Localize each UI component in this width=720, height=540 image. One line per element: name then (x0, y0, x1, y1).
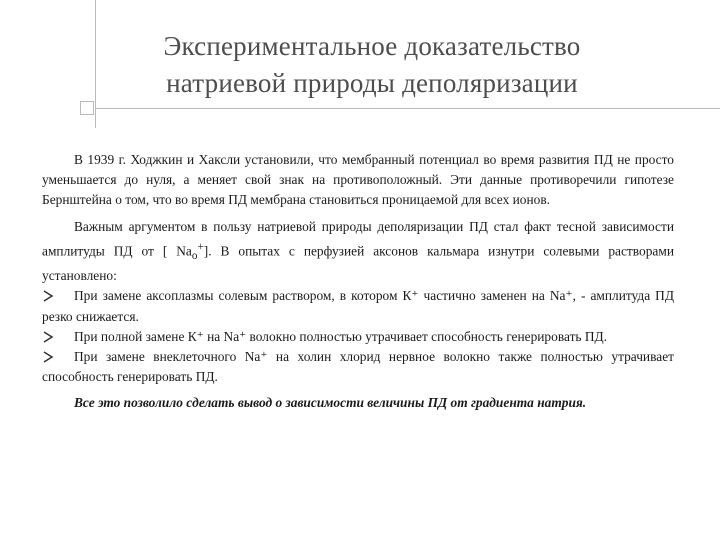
slide-title-line-2: натриевой природы деполяризации (166, 68, 578, 98)
slide-title (102, 28, 642, 102)
bullet-item (42, 347, 674, 387)
subscript-o: o (191, 249, 198, 262)
bullet-item (42, 286, 674, 326)
paragraph-argument-text: Важным аргументом в пользу натриевой природы деполяризации ПД стал факт тесной зависимости амплитуды ПД от [ Na (42, 218, 674, 259)
decor-corner-square (80, 101, 94, 115)
paragraph-argument-text-end: ]. В опытах с перфузией аксонов кальмара изнутри солевыми растворами установлено: (42, 243, 674, 284)
paragraph-argument (42, 217, 674, 287)
bullet-text: При полной замене К⁺ на Na⁺ волокно полностью утрачивает способность генерировать ПД. (74, 328, 608, 344)
conclusion-text: Все это позволило сделать вывод о зависимости величины ПД от градиента натрия. (74, 395, 587, 411)
bullet-text: При замене внеклеточного Na⁺ на холин хлорид нервное волокно также полностью утрачивает способность генерировать ПД. (42, 348, 674, 385)
arrow-bullet-icon (42, 350, 54, 364)
arrow-bullet-icon (42, 289, 54, 303)
bullet-item (42, 327, 674, 347)
decor-horizontal-line (95, 108, 720, 109)
paragraph-history: В 1939 г. Ходжкин и Хаксли установили, что мембранный потенциал во время развития ПД не просто уменьшается до нуля, а меняет свой знак на противоположный. Эти данные противоречили гипотезе Бернштейна о том, что во время ПД мембрана становиться проницаемой для всех ионов. (42, 152, 674, 208)
slide-title-line-1: Экспериментальное доказательство (163, 31, 581, 61)
superscript-plus: + (197, 240, 204, 253)
slide-body (42, 150, 674, 414)
arrow-bullet-icon (42, 330, 54, 344)
bullet-text: При замене аксоплазмы солевым раствором, в котором К⁺ частично заменен на Na⁺, - амплитуда ПД резко снижается. (42, 288, 674, 324)
